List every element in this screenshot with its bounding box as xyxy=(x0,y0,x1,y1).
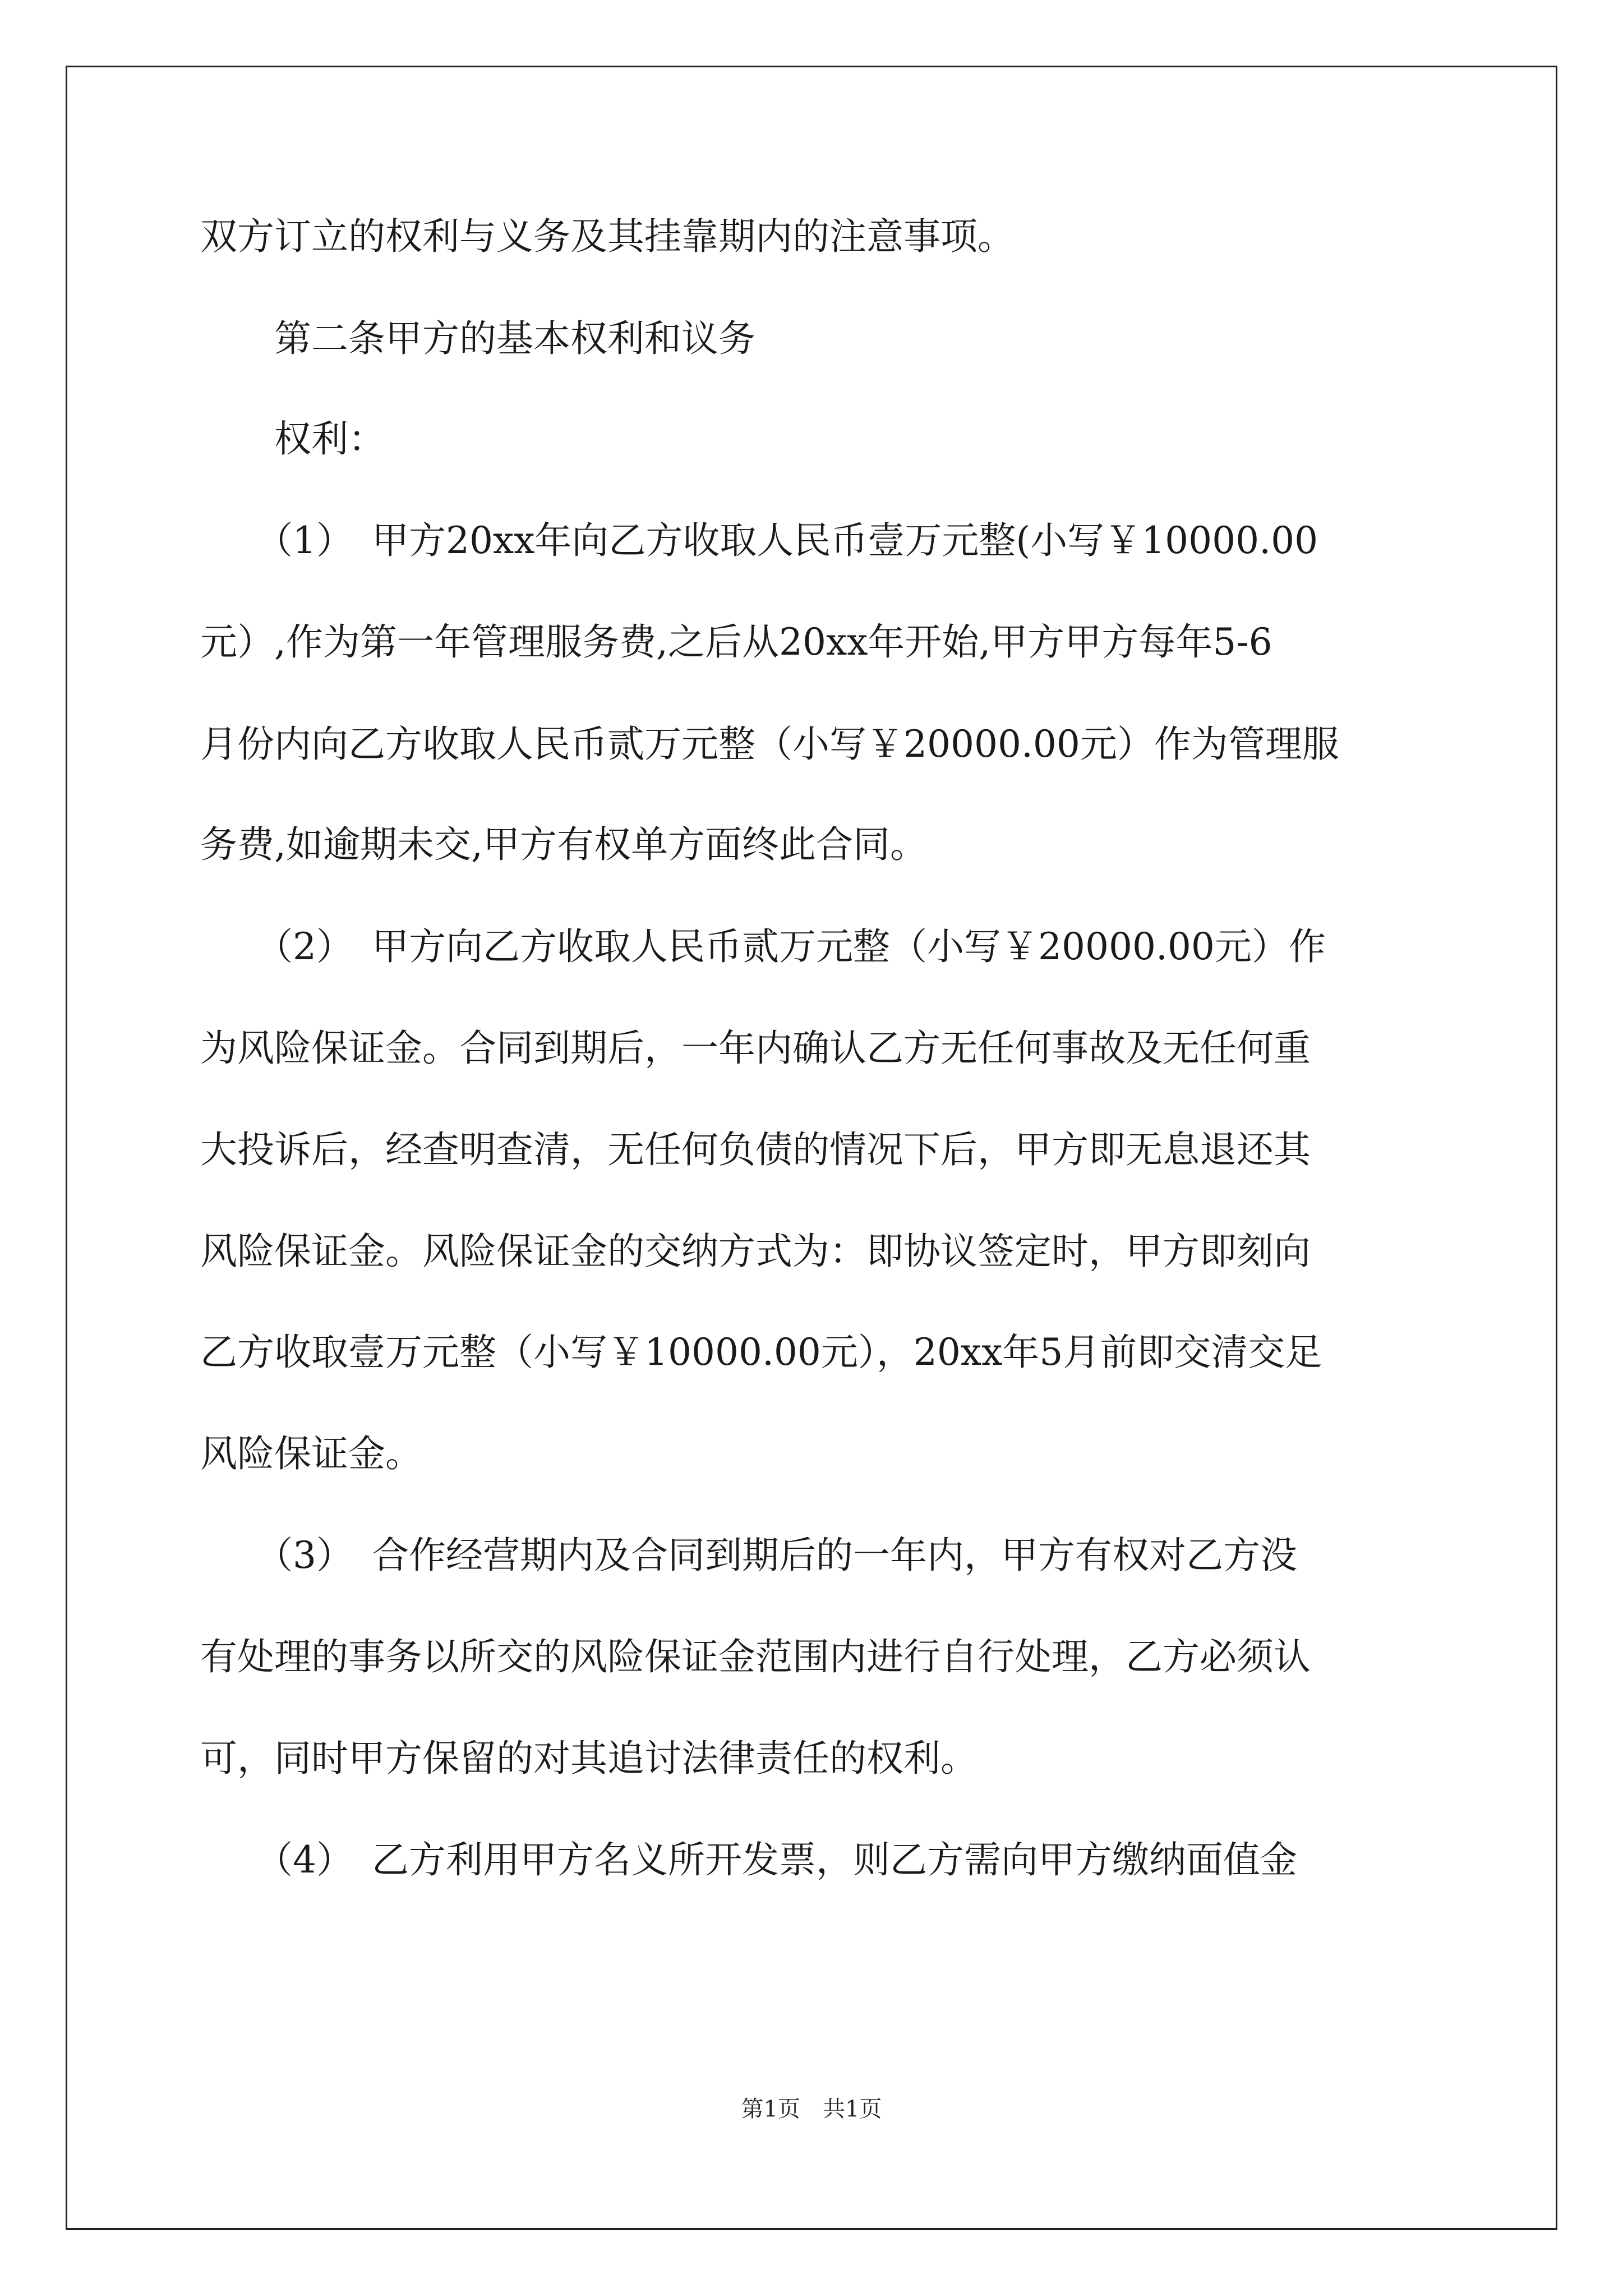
text-line: （2） 甲方向乙方收取人民币贰万元整（小写￥20000.00元）作 xyxy=(200,925,1326,968)
text-line: 第二条甲方的基本权利和议务 xyxy=(200,317,755,360)
text-line: 权利： xyxy=(200,417,385,461)
text-line: 务费,如逾期未交,甲方有权单方面终此合同。 xyxy=(200,823,927,866)
text-line: （4） 乙方利用甲方名义所开发票，则乙方需向甲方缴纳面值金 xyxy=(200,1838,1297,1881)
text-line: 风险保证金。风险保证金的交纳方式为：即协议签定时，甲方即刻向 xyxy=(200,1230,1311,1273)
text-line: 大投诉后，经查明查清，无任何负债的情况下后，甲方即无息退还其 xyxy=(200,1128,1311,1171)
text-line: 风险保证金。 xyxy=(200,1432,422,1475)
text-line: 为风险保证金。合同到期后，一年内确认乙方无任何事故及无任何重 xyxy=(200,1027,1311,1070)
text-line: （1） 甲方20xx年向乙方收取人民币壹万元整(小写￥10000.00 xyxy=(200,519,1318,562)
text-line: 可，同时甲方保留的对其追讨法律责任的权利。 xyxy=(200,1737,978,1780)
text-line: （3） 合作经营期内及合同到期后的一年内，甲方有权对乙方没 xyxy=(200,1534,1297,1577)
text-line: 双方订立的权利与义务及其挂靠期内的注意事项。 xyxy=(200,215,1015,258)
text-line: 乙方收取壹万元整（小写￥10000.00元），20xx年5月前即交清交足 xyxy=(200,1331,1322,1374)
text-line: 有处理的事务以所交的风险保证金范围内进行自行处理，乙方必须认 xyxy=(200,1635,1311,1678)
text-line: 元）,作为第一年管理服务费,之后从20xx年开始,甲方甲方每年5-6 xyxy=(200,620,1272,664)
page-number-footer: 第1页 共1页 xyxy=(741,2096,882,2122)
text-line: 月份内向乙方收取人民币贰万元整（小写￥20000.00元）作为管理服 xyxy=(200,723,1339,766)
